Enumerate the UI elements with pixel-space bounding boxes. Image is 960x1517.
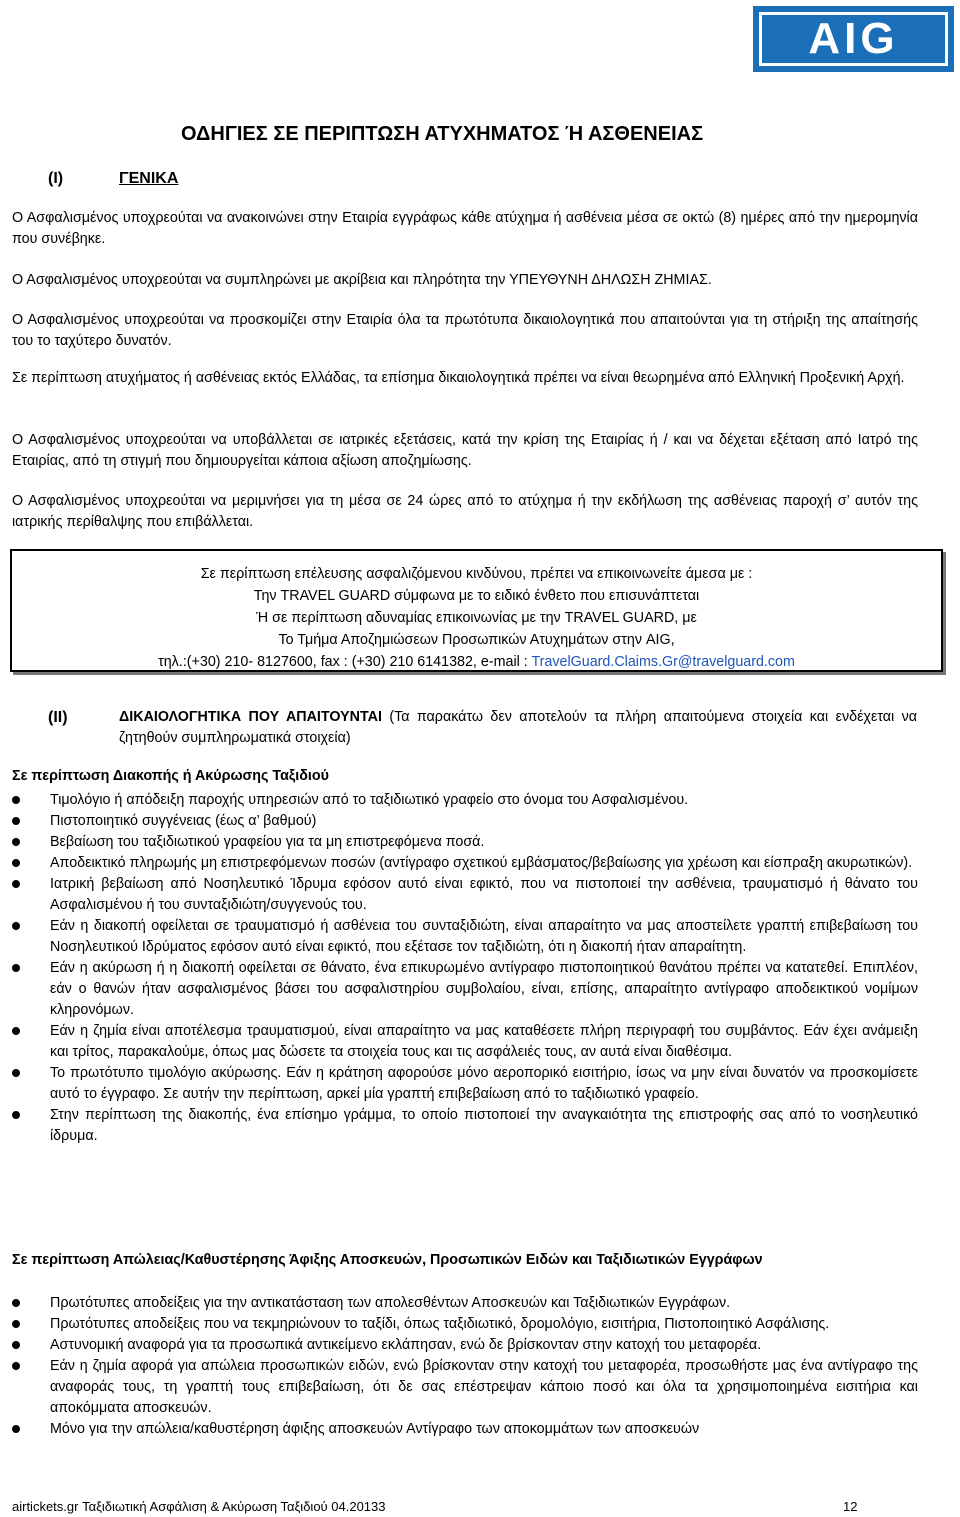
general-paragraph: Ο Ασφαλισμένος υποχρεούται να προσκομίζει στην Εταιρία όλα τα πρωτότυπα δικαιολογητικά που απαιτούνται για τη στήριξη της απαίτησής του το ταχύτερο δυνατόν. — [12, 312, 918, 349]
section-1-heading: ΓΕΝΙΚΑ — [119, 170, 179, 187]
contact-line: Ή σε περίπτωση αδυναμίας επικοινωνίας με την TRAVEL GUARD, με — [256, 610, 697, 626]
page-number: 12 — [843, 1499, 858, 1514]
section-2-note: (Τα παρακάτω δεν αποτελούν τα πλήρη απαιτούμενα στοιχεία και ενδέχεται να ζητηθούν συμπληρωματικά στοιχεία) — [119, 709, 917, 746]
section-1-number: (I) — [48, 170, 64, 187]
list-item: Το πρωτότυπο τιμολόγιο ακύρωσης. Εάν η κράτηση αφορούσε μόνο αεροπορικό εισιτήριο, ίσως να μην είναι δυνατόν να προσκομίσετε αυτό το έγγραφο. Σε αυτήν την περίπτωση, αρκεί μία γραπτή επιβεβαίωση από το ταξιδιωτικό γραφείο. — [0, 1063, 918, 1105]
general-paragraph: Ο Ασφαλισμένος υποχρεούται να ανακοινώνει στην Εταιρία εγγράφως κάθε ατύχημα ή ασθένεια μέσα σε οκτώ (8) ημέρες από την ημερομηνία που συνέβηκε. — [12, 210, 918, 247]
list-item: Αστυνομική αναφορά για τα προσωπικά αντικείμενο εκλάπησαν, ενώ δε βρίσκονταν στην κατοχή του μεταφορέα. — [0, 1335, 918, 1356]
aig-logo — [753, 6, 954, 72]
general-paragraph: Σε περίπτωση ατυχήματος ή ασθένειας εκτός Ελλάδας, τα επίσημα δικαιολογητικά πρέπει να είναι θεωρημένα από Ελληνική Προξενική Αρχή. — [12, 370, 905, 386]
footer-text: airtickets.gr Ταξιδιωτική Ασφάλιση & Ακύρωση Ταξιδιού 04.20133 — [12, 1499, 386, 1514]
contact-line: Το Τμήμα Αποζημιώσεων Προσωπικών Ατυχημάτων στην AIG, — [278, 632, 675, 648]
list-item: Ιατρική βεβαίωση από Νοσηλευτικό Ίδρυμα εφόσον αυτό είναι εφικτό, που να πιστοποιεί την ασθένεια, τραυματισμό ή θάνατο του Ασφαλισμένου ή του συνταξιδιώτη/συγγενούς του. — [0, 874, 918, 916]
page-title: ΟΔΗΓΙΕΣ ΣΕ ΠΕΡΙΠΤΩΣΗ ΑΤΥΧΗΜΑΤΟΣ Ή ΑΣΘΕΝΕΙΑΣ — [181, 123, 704, 145]
general-paragraph: Ο Ασφαλισμένος υποχρεούται να συμπληρώνει με ακρίβεια και πληρότητα την ΥΠΕΥΘΥΝΗ ΔΗΛΩΣΗ ΖΗΜΙΑΣ. — [12, 272, 712, 288]
section-2-number: (II) — [48, 709, 68, 726]
list-item: Εάν η διακοπή οφείλεται σε τραυματισμό ή ασθένεια του συνταξιδιώτη, είναι απαραίτητο να μας αποστείλετε γραπτή επιβεβαίωση του Νοσηλευτικού Ιδρύματος εφόσον αυτό είναι εφικτό, που εξέτασε τον ταξιδιώτη, ότι η διακοπή ήταν απαραίτητη. — [0, 916, 918, 958]
list-item: Στην περίπτωση της διακοπής, ένα επίσημο γράμμα, το οποίο πιστοποιεί την αναγκαιότητα της επιστροφής σας από το νοσηλευτικό ίδρυμα. — [0, 1105, 918, 1147]
contact-line: Την TRAVEL GUARD σύμφωνα με το ειδικό ένθετο που επισυνάπτεται — [253, 588, 700, 604]
luggage-heading: Σε περίπτωση Απώλειας/Καθυστέρησης Άφιξης Αποσκευών, Προσωπικών Ειδών και Ταξιδιωτικών Εγγράφων — [12, 1252, 763, 1268]
list-item: Πρωτότυπες αποδείξεις για την αντικατάσταση των απολεσθέντων Αποσκευών και Ταξιδιωτικών Εγγράφων. — [0, 1293, 918, 1314]
contact-line: Σε περίπτωση επέλευσης ασφαλιζόμενου κινδύνου, πρέπει να επικοινωνείτε άμεσα με : — [200, 566, 753, 582]
list-item: Εάν η ζημία αφορά για απώλεια προσωπικών ειδών, ενώ βρίσκονταν στην κατοχή του μεταφορέα, προσωθήστε μας ένα αντίγραφο της αναφοράς τους, τη γραπτή τους επιβεβαίωση, ότι δε σας επέστρεψαν κάποιο ποσό και όλα τα χρησιμοποιημένα εισιτήρια και αποκόμματα αποσκευών. — [0, 1356, 918, 1419]
section-2-heading: ΔΙΚΑΙΟΛΟΓΗΤΙΚΑ ΠΟΥ ΑΠΑΙΤΟΥΝΤΑΙ — [119, 709, 382, 725]
aig-logo-text: AIG — [759, 12, 948, 66]
section-2-heading-block — [119, 707, 917, 749]
general-paragraph: Ο Ασφαλισμένος υποχρεούται να μεριμνήσει για τη μέσα σε 24 ώρες από το ατύχημα ή την εκδήλωση της ασθένειας παροχή σ’ αυτόν της ιατρικής περίθαλψης που επιβάλλεται. — [12, 493, 918, 530]
cancellation-heading: Σε περίπτωση Διακοπής ή Ακύρωσης Ταξιδιού — [12, 768, 329, 784]
list-item: Πρωτότυπες αποδείξεις που να τεκμηριώνουν το ταξίδι, όπως ταξιδιωτικό, δρομολόγιο, εισιτήρια, Πιστοποιητικό Ασφάλισης. — [0, 1314, 918, 1335]
contact-phone-fax: τηλ.:(+30) 210- 8127600, fax : (+30) 210 6141382, e-mail : — [158, 654, 532, 670]
cancellation-list — [0, 790, 918, 1147]
list-item: Αποδεικτικό πληρωμής μη επιστρεφόμενων ποσών (αντίγραφο σχετικού εμβάσματος/βεβαίωσης για χρέωση και είσπραξη ακυρωτικών). — [0, 853, 918, 874]
contact-line — [10, 651, 943, 673]
list-item: Εάν η ακύρωση ή η διακοπή οφείλεται σε θάνατο, ένα επικυρωμένο αντίγραφο πιστοποιητικού θανάτου πρέπει να κατατεθεί. Επιπλέον, εάν ο θανών ήταν ασφαλισμένος βάσει του ασφαλιστηρίου συμβολαίου, είναι, επίσης, απαραίτητο αντίγραφο αποδεικτικού νομίμων κληρονόμων. — [0, 958, 918, 1021]
list-item: Μόνο για την απώλεια/καθυστέρηση άφιξης αποσκευών Αντίγραφο των αποκομμάτων των αποσκευών — [0, 1419, 918, 1440]
general-paragraph: Ο Ασφαλισμένος υποχρεούται να υποβάλλεται σε ιατρικές εξετάσεις, κατά την κρίση της Εταιρίας ή / και να δέχεται εξέταση από Ιατρό της Εταιρίας, από τη στιγμή που δημιουργείται κάποια αξίωση αποζημίωσης. — [12, 432, 918, 469]
list-item: Πιστοποιητικό συγγένειας (έως α’ βαθμού) — [0, 811, 918, 832]
contact-text — [10, 563, 943, 673]
luggage-list — [0, 1293, 918, 1440]
list-item: Τιμολόγιο ή απόδειξη παροχής υπηρεσιών από το ταξιδιωτικό γραφείο στο όνομα του Ασφαλισμένου. — [0, 790, 918, 811]
list-item: Εάν η ζημία είναι αποτέλεσμα τραυματισμού, είναι απαραίτητο να μας καταθέσετε πλήρη περιγραφή του συμβάντος. Εάν έχει ανάμειξη και τρίτος, παρακαλούμε, όπως μας δώσετε τα στοιχεία τους και τις ασφάλειές τους, αν αυτά είναι διαθέσιμα. — [0, 1021, 918, 1063]
list-item: Βεβαίωση του ταξιδιωτικού γραφείου για τα μη επιστρεφόμενα ποσά. — [0, 832, 918, 853]
email-link[interactable]: TravelGuard.Claims.Gr@travelguard.com — [531, 654, 795, 670]
